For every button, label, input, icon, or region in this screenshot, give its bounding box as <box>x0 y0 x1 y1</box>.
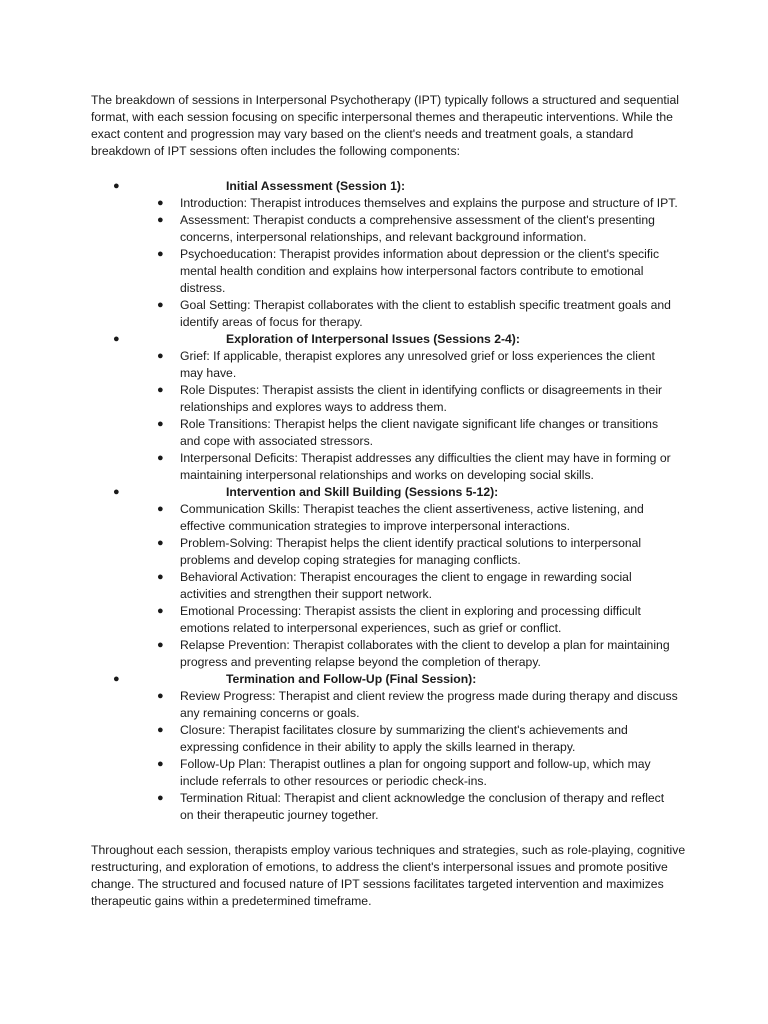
bullet-icon: ● <box>157 418 164 430</box>
list-item-text: Assessment: Therapist conducts a comprehensive assessment of the client's presenting concerns, interpersonal relationships, and relevant background information. <box>180 213 655 244</box>
list-item-text: Role Disputes: Therapist assists the client in identifying conflicts or disagreements in their relationships and explores ways to address them. <box>180 383 663 414</box>
list-item-text: Relapse Prevention: Therapist collaborates with the client to develop a plan for maintaining progress and preventing relapse beyond the completion of therapy. <box>180 638 670 669</box>
bullet-icon: ● <box>157 792 164 804</box>
bullet-icon: ● <box>157 537 164 549</box>
list-item <box>157 569 691 603</box>
list-item <box>157 790 691 824</box>
list-item-text: Review Progress: Therapist and client review the progress made during therapy and discuss any remaining concerns or goals. <box>180 689 678 720</box>
section-heading <box>91 671 691 688</box>
list-item <box>157 450 691 484</box>
list-item <box>157 416 691 450</box>
bullet-icon: ● <box>157 724 164 736</box>
bullet-icon: ● <box>157 503 164 515</box>
list-item-text: Closure: Therapist facilitates closure by summarizing the client's achievements and expressing confidence in their ability to apply the skills learned in therapy. <box>180 723 628 754</box>
section-title: Termination and Follow-Up (Final Session): <box>226 672 477 686</box>
document-page <box>91 92 691 910</box>
list-item <box>157 603 691 637</box>
list-item-text: Problem-Solving: Therapist helps the client identify practical solutions to interpersonal problems and develop coping strategies for managing conflicts. <box>180 536 642 567</box>
bullet-icon: ● <box>113 333 120 345</box>
list-item-text: Role Transitions: Therapist helps the client navigate significant life changes or transitions and cope with associated stressors. <box>180 417 659 448</box>
list-item-text: Interpersonal Deficits: Therapist addresses any difficulties the client may have in forming or maintaining interpersonal relationships and works on developing social skills. <box>180 451 671 482</box>
list-item <box>157 246 691 297</box>
list-item <box>157 195 691 212</box>
list-item <box>157 637 691 671</box>
list-item-text: Follow-Up Plan: Therapist outlines a plan for ongoing support and follow-up, which may include referrals to other resources or periodic check-ins. <box>180 757 651 788</box>
bullet-icon: ● <box>113 180 120 192</box>
section-exploration-interpersonal-issues <box>91 331 691 484</box>
section-points <box>91 195 691 331</box>
bullet-icon: ● <box>157 214 164 226</box>
list-item-text: Goal Setting: Therapist collaborates with the client to establish specific treatment goals and identify areas of focus for therapy. <box>180 298 671 329</box>
section-title: Exploration of Interpersonal Issues (Sessions 2-4): <box>226 332 520 346</box>
list-item <box>157 297 691 331</box>
section-termination-follow-up <box>91 671 691 824</box>
list-item <box>157 722 691 756</box>
bullet-icon: ● <box>157 299 164 311</box>
list-item <box>157 212 691 246</box>
bullet-icon: ● <box>157 571 164 583</box>
bullet-icon: ● <box>157 690 164 702</box>
list-item <box>157 348 691 382</box>
bullet-icon: ● <box>157 758 164 770</box>
section-points <box>91 688 691 824</box>
bullet-icon: ● <box>157 452 164 464</box>
bullet-icon: ● <box>113 673 120 685</box>
bullet-icon: ● <box>157 350 164 362</box>
section-heading <box>91 178 691 195</box>
bullet-icon: ● <box>157 248 164 260</box>
list-item-text: Introduction: Therapist introduces themselves and explains the purpose and structure of IPT. <box>180 196 678 210</box>
list-item-text: Emotional Processing: Therapist assists the client in exploring and processing difficult emotions related to interpersonal experiences, such as grief or conflict. <box>180 604 641 635</box>
list-item <box>157 756 691 790</box>
intro-paragraph: The breakdown of sessions in Interpersonal Psychotherapy (IPT) typically follows a structured and sequential format, with each session focusing on specific interpersonal themes and therapeutic interventions. While the exact content and progression may vary based on the client's needs and treatment goals, a standard breakdown of IPT sessions often includes the following components: <box>91 93 680 158</box>
list-item <box>157 535 691 569</box>
list-item <box>157 501 691 535</box>
section-initial-assessment <box>91 178 691 331</box>
bullet-icon: ● <box>157 639 164 651</box>
section-points <box>91 501 691 671</box>
closing-paragraph: Throughout each session, therapists employ various techniques and strategies, such as role-playing, cognitive restructuring, and exploration of emotions, to address the client's interpersonal issues and promote positive change. The structured and focused nature of IPT sessions facilitates targeted intervention and maximizes therapeutic gains within a predetermined timeframe. <box>91 843 686 908</box>
section-title: Initial Assessment (Session 1): <box>226 179 406 193</box>
list-item-text: Behavioral Activation: Therapist encourages the client to engage in rewarding social activities and strengthen their support network. <box>180 570 632 601</box>
list-item-text: Psychoeducation: Therapist provides information about depression or the client's specific mental health condition and explains how interpersonal factors contribute to emotional distress. <box>180 247 660 295</box>
list-item <box>157 688 691 722</box>
list-item <box>157 382 691 416</box>
list-item-text: Termination Ritual: Therapist and client acknowledge the conclusion of therapy and reflect on their therapeutic journey together. <box>180 791 665 822</box>
section-intervention-skill-building <box>91 484 691 671</box>
section-heading <box>91 484 691 501</box>
session-list <box>91 178 691 824</box>
list-item-text: Grief: If applicable, therapist explores any unresolved grief or loss experiences the client may have. <box>180 349 655 380</box>
list-item-text: Communication Skills: Therapist teaches the client assertiveness, active listening, and effective communication strategies to improve interpersonal interactions. <box>180 502 644 533</box>
bullet-icon: ● <box>113 486 120 498</box>
section-heading <box>91 331 691 348</box>
bullet-icon: ● <box>157 605 164 617</box>
bullet-icon: ● <box>157 384 164 396</box>
section-title: Intervention and Skill Building (Sessions 5-12): <box>226 485 499 499</box>
section-points <box>91 348 691 484</box>
bullet-icon: ● <box>157 197 164 209</box>
